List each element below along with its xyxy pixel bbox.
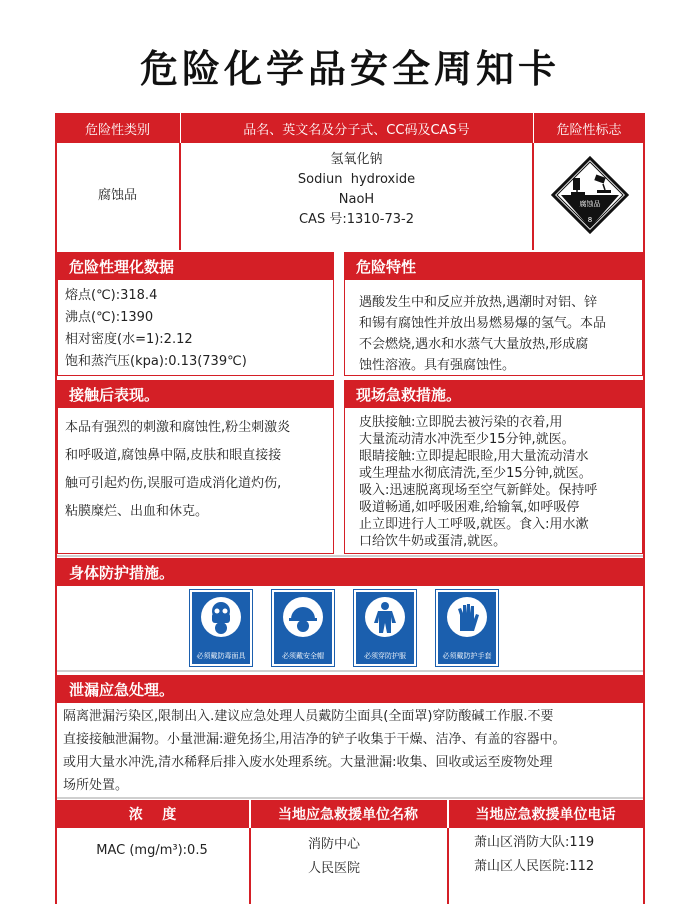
hazard-class-value: 腐蚀品 [97, 188, 137, 203]
ppe-sign-gas-mask [190, 590, 252, 666]
header-sep [180, 113, 181, 143]
physchem-line: 熔点(℃):318.4 [65, 288, 158, 303]
rescue-unit-item: 人民医院 [308, 861, 361, 876]
divider [57, 670, 643, 672]
physchem-line: 饱和蒸汽压(kpa):0.13(739℃) [65, 354, 247, 369]
page-title: 危险化学品安全周知卡 [139, 47, 560, 91]
hazard-line: 蚀性溶液。具有强腐蚀性。 [359, 358, 516, 373]
mac-value: MAC (mg/m³):0.5 [96, 843, 208, 858]
helmet-icon [283, 597, 323, 637]
leak-line: 场所处置。 [63, 778, 129, 793]
rescue-unit-header: 当地应急救援单位名称 [278, 807, 418, 823]
leak-list [63, 705, 643, 797]
rescue-phone-item: 萧山区人民医院:112 [474, 859, 595, 874]
header-sep [447, 800, 449, 828]
first-aid-line: 吸道畅通,如呼吸困难,给输氧,如呼吸停 [359, 500, 580, 515]
ppe-sign-helmet [272, 590, 334, 666]
leak-line: 隔离泄漏污染区,限制出入.建议应急处理人员戴防尘面具(全面罩)穿防酸碱工作服.不要 [63, 709, 554, 724]
divider [57, 555, 643, 557]
contact-line: 和呼吸道,腐蚀鼻中隔,皮肤和眼直接接 [65, 448, 282, 463]
glove-icon [447, 597, 487, 637]
concentration-header: 浓 度 [128, 807, 177, 823]
rescue-unit-list [308, 833, 448, 881]
first-aid-line: 吸入:迅速脱离现场至空气新鲜处。保持呼 [359, 483, 598, 498]
ppe-label: 必须戴防护手套 [442, 652, 492, 660]
protective-suit-icon [365, 597, 405, 637]
first-aid-line: 口给饮牛奶或蛋清,就医。 [359, 534, 507, 549]
rescue-phone-item: 萧山区消防大队:119 [474, 835, 595, 850]
leak-line: 或用大量水冲洗,清水稀释后排入废水处理系统。大量泄漏:收集、回收或运至废物处理 [63, 755, 553, 770]
physchem-line: 沸点(℃):1390 [65, 310, 154, 325]
first-aid-line: 或生理盐水彻底清洗,至少15分钟,就医。 [359, 466, 592, 481]
ppe-label: 必须穿防护服 [364, 652, 406, 660]
contact-line: 触可引起灼伤,误服可造成消化道灼伤, [65, 476, 282, 491]
hazard-line: 不会燃烧,遇水和水蒸气大量放热,形成腐 [359, 337, 589, 352]
sign-text: 腐蚀品 [579, 200, 601, 208]
chemical-name-en: Sodiun hydroxide [297, 172, 416, 187]
leak-line: 直接接触泄漏物。小量泄漏:避免扬尘,用洁净的铲子收集于干燥、洁净、有盖的容器中。 [63, 732, 566, 747]
first-aid-line: 止立即进行人工呼吸,就医。食入:用水漱 [359, 517, 589, 532]
physchem-line: 相对密度(水=1):2.12 [65, 332, 193, 347]
header-sep [249, 800, 251, 828]
ppe-label: 必须戴防毒面具 [196, 652, 246, 660]
chemical-name-cn: 氢氧化钠 [330, 152, 383, 167]
chemical-formula: NaoH [338, 192, 375, 207]
rescue-phone-list [474, 831, 644, 879]
leak-heading: 泄漏应急处理。 [57, 675, 643, 703]
first-aid-heading: 现场急救措施。 [344, 380, 643, 408]
contact-list [65, 414, 333, 526]
hazard-sign-header: 危险性标志 [556, 122, 622, 138]
ppe-label: 必须戴安全帽 [282, 652, 324, 660]
rescue-phone-header: 当地应急救援单位电话 [475, 807, 616, 823]
hazard-line: 和锡有腐蚀性并放出易燃易爆的氢气。本品 [359, 316, 607, 331]
ppe-sign-protective-suit [354, 590, 416, 666]
ppe-sign-gloves [436, 590, 498, 666]
first-aid-line: 皮肤接触:立即脱去被污染的衣着,用 [359, 415, 563, 430]
first-aid-line: 眼睛接触:立即提起眼睑,用大量流动清水 [359, 449, 589, 464]
rescue-unit-item: 消防中心 [308, 837, 361, 852]
physchem-heading: 危险性理化数据 [57, 252, 334, 280]
hazard-heading: 危险特性 [344, 252, 643, 280]
name-header: 品名、英文名及分子式、CC码及CAS号 [243, 122, 470, 138]
first-aid-list [359, 414, 643, 550]
cas-number: CAS 号:1310-73-2 [298, 212, 414, 227]
corrosive-hazard-sign [551, 156, 629, 234]
protection-heading: 身体防护措施。 [57, 558, 643, 586]
contact-line: 本品有强烈的刺激和腐蚀性,粉尘刺激炎 [65, 420, 291, 435]
hazard-class-header: 危险性类别 [84, 122, 150, 138]
first-aid-line: 大量流动清水冲洗至少15分钟,就医。 [359, 432, 575, 447]
sign-number: 8 [587, 216, 593, 224]
divider [57, 797, 643, 799]
contact-line: 粘膜糜烂、出血和休克。 [65, 504, 209, 519]
gas-mask-icon [201, 597, 241, 637]
contact-heading: 接触后表现。 [57, 380, 334, 408]
physchem-list [65, 285, 330, 373]
hazard-list [359, 292, 643, 376]
header-sep [533, 113, 534, 143]
hazard-line: 遇酸发生中和反应并放热,遇潮时对铝、锌 [359, 295, 598, 310]
column-divider [249, 828, 251, 904]
